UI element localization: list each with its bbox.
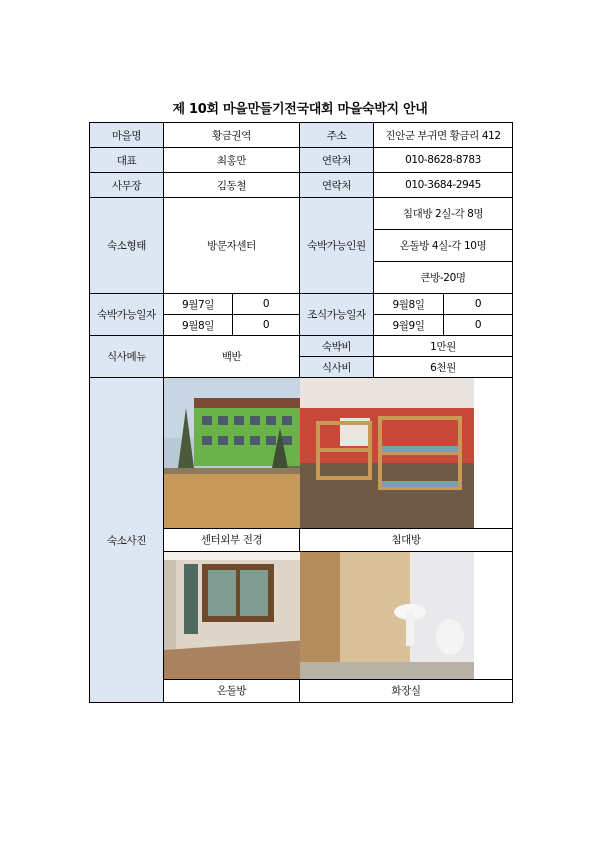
capacity-item: 온돌방 4실-각 10명	[374, 230, 513, 262]
breakfast-count: 0	[444, 315, 513, 336]
restroom-photo-icon	[300, 552, 474, 679]
menu-value: 백반	[164, 336, 300, 378]
representative-value: 최홍만	[164, 148, 300, 173]
capacity-item: 침대방 2실-각 8명	[374, 198, 513, 230]
address-value: 진안군 부귀면 황금리 412	[374, 123, 513, 148]
restroom-photo-cell	[300, 552, 513, 680]
contact2-label: 연락처	[300, 173, 374, 198]
representative-label: 대표	[90, 148, 164, 173]
building-photo-cell	[164, 378, 300, 529]
stay-count: 0	[233, 294, 300, 315]
bunk-bed-photo-icon	[300, 378, 474, 528]
photo-caption: 침대방	[300, 529, 513, 552]
breakfast-count: 0	[444, 294, 513, 315]
stay-date: 9월8일	[164, 315, 233, 336]
photo-caption: 온돌방	[164, 680, 300, 703]
photo-caption: 화장실	[300, 680, 513, 703]
lodging-fee-value: 1만원	[374, 336, 513, 357]
page-title: 제 10회 마을만들기전국대회 마을숙박지 안내	[172, 102, 428, 117]
address-label: 주소	[300, 123, 374, 148]
lodging-fee-label: 숙박비	[300, 336, 374, 357]
village-value: 황금권역	[164, 123, 300, 148]
menu-label: 식사메뉴	[90, 336, 164, 378]
secretary-label: 사무장	[90, 173, 164, 198]
bunk-bed-photo-cell	[300, 378, 513, 529]
capacity-item: 큰방-20명	[374, 262, 513, 294]
stay-dates-label: 숙박가능일자	[90, 294, 164, 336]
lodging-type-value: 방문자센터	[164, 198, 300, 294]
lodging-info-table	[89, 122, 513, 703]
capacity-label: 숙박가능인원	[300, 198, 374, 294]
meal-fee-label: 식사비	[300, 357, 374, 378]
breakfast-dates-label: 조식가능일자	[300, 294, 374, 336]
stay-count: 0	[233, 315, 300, 336]
village-label: 마을명	[90, 123, 164, 148]
stay-date: 9월7일	[164, 294, 233, 315]
breakfast-date: 9월8일	[374, 294, 444, 315]
contact1-label: 연락처	[300, 148, 374, 173]
breakfast-date: 9월9일	[374, 315, 444, 336]
secretary-value: 김동철	[164, 173, 300, 198]
photo-caption: 센터외부 전경	[164, 529, 300, 552]
ondol-room-photo-cell	[164, 552, 300, 680]
contact2-value: 010-3684-2945	[374, 173, 513, 198]
photos-label: 숙소사진	[90, 378, 164, 703]
meal-fee-value: 6천원	[374, 357, 513, 378]
contact1-value: 010-8628-8783	[374, 148, 513, 173]
lodging-type-label: 숙소형태	[90, 198, 164, 294]
